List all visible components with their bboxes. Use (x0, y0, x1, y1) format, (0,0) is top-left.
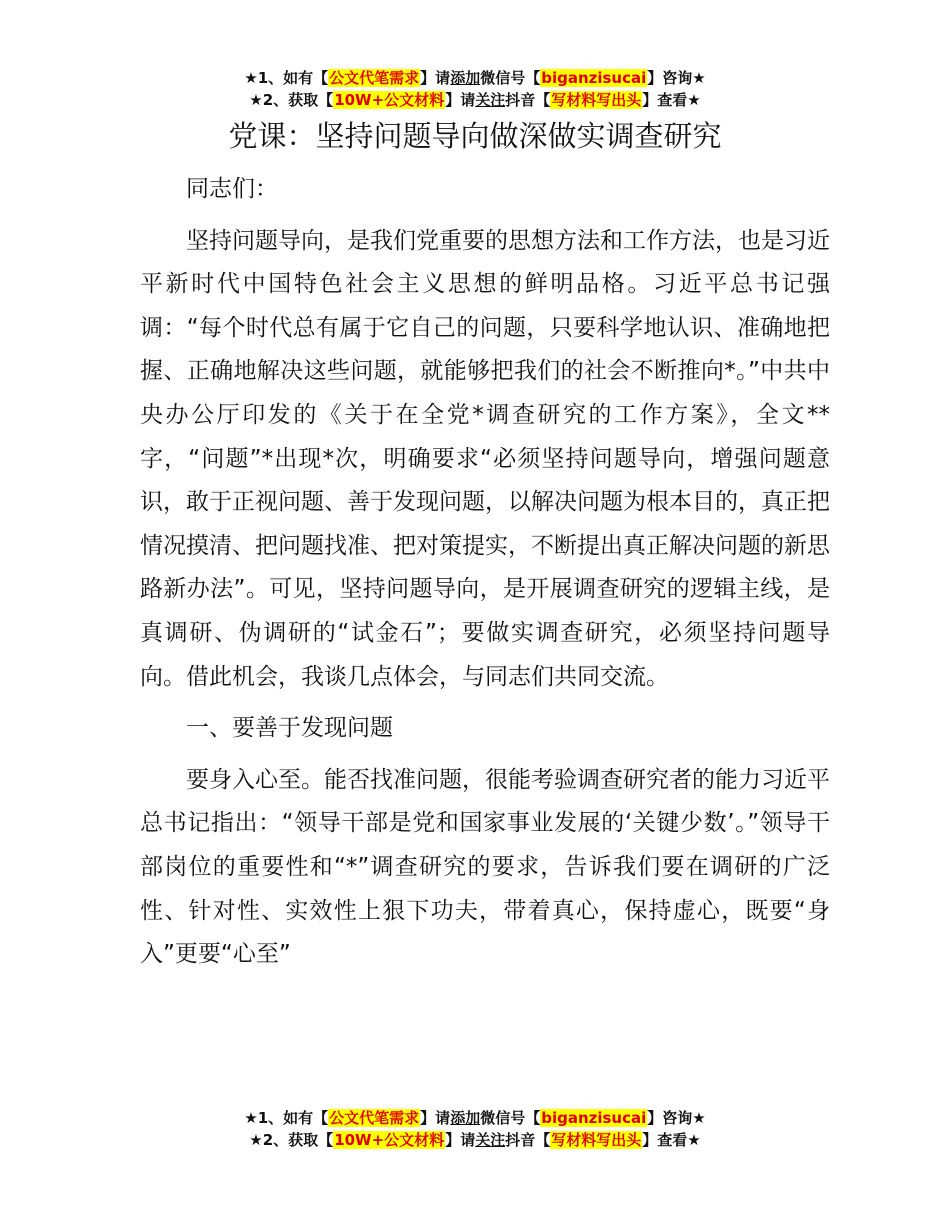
promo-underline: 关注 (475, 1131, 506, 1149)
promo-text: 】咨询★ (647, 69, 706, 87)
header-promo-banner (0, 67, 950, 111)
promo-line-2 (0, 89, 950, 111)
promo-text: 】请 (420, 1109, 451, 1127)
section-heading: 一、要善于发现问题 (186, 715, 393, 742)
promo-highlight: 10W+公文材料 (334, 1131, 445, 1149)
promo-text: 微信号【 (480, 69, 541, 87)
promo-text: 】请 (420, 69, 451, 87)
promo-text: 微信号【 (480, 1109, 541, 1127)
promo-highlight: 写材料写出头 (551, 1131, 642, 1149)
promo-highlight: 公文代笔需求 (329, 69, 420, 87)
promo-line-1 (0, 1107, 950, 1129)
promo-highlight: 10W+公文材料 (334, 91, 445, 109)
promo-text: ★2、获取【 (249, 91, 334, 109)
promo-underline: 添加 (450, 1109, 481, 1127)
promo-line-2 (0, 1129, 950, 1151)
promo-text: ★1、如有【 (244, 1109, 329, 1127)
promo-highlight: 公文代笔需求 (329, 1109, 420, 1127)
promo-text: 抖音【 (505, 1131, 551, 1149)
footer-promo-banner (0, 1107, 950, 1151)
body-paragraph: 要身入心至。能否找准问题，很能考验调查研究者的能力习近平总书记指出：“领导干部是党和国家事业发展的‘关键少数’。”领导干部岗位的重要性和“*”调查研究的要求，告诉我们要在调研的广泛性、针对性、实效性上狠下功夫，带着真心，保持虚心，既要“身入”更要“心至” (140, 766, 830, 968)
promo-highlight: biganzisucai (541, 1109, 647, 1127)
promo-text: 】请 (445, 91, 476, 109)
promo-line-1 (0, 67, 950, 89)
body-paragraph: 坚持问题导向，是我们党重要的思想方法和工作方法，也是习近平新时代中国特色社会主义思想的鲜明品格。习近平总书记强调：“每个时代总有属于它自己的问题，只要科学地认识、准确地把握、正确地解决这些问题，就能够把我们的社会不断推向*。”中共中央办公厅印发的《关于在全党*调查研究的工作方案》，全文**字，“问题”*出现*次，明确要求“必须坚持问题导向，增强问题意识，敢于正视问题、善于发现问题，以解决问题为根本目的，真正把情况摸清、把问题找准、把对策提实，不断提出真正解决问题的新思路新办法”。可见，坚持问题导向，是开展调查研究的逻辑主线，是真调研、伪调研的“试金石”；要做实调查研究，必须坚持问题导向。借此机会，我谈几点体会，与同志们共同交流。 (140, 227, 830, 690)
promo-highlight: biganzisucai (541, 69, 647, 87)
promo-text: ★2、获取【 (249, 1131, 334, 1149)
promo-underline: 关注 (475, 91, 506, 109)
promo-text: 】查看★ (642, 1131, 701, 1149)
promo-text: 】查看★ (642, 91, 701, 109)
promo-underline: 添加 (450, 69, 481, 87)
promo-text: ★1、如有【 (244, 69, 329, 87)
promo-text: 】咨询★ (647, 1109, 706, 1127)
document-body (140, 168, 830, 977)
promo-highlight: 写材料写出头 (551, 91, 642, 109)
promo-text: 抖音【 (505, 91, 551, 109)
salutation: 同志们： (186, 176, 278, 202)
document-title: 党课：坚持问题导向做深做实调查研究 (228, 119, 722, 153)
promo-text: 】请 (445, 1131, 476, 1149)
